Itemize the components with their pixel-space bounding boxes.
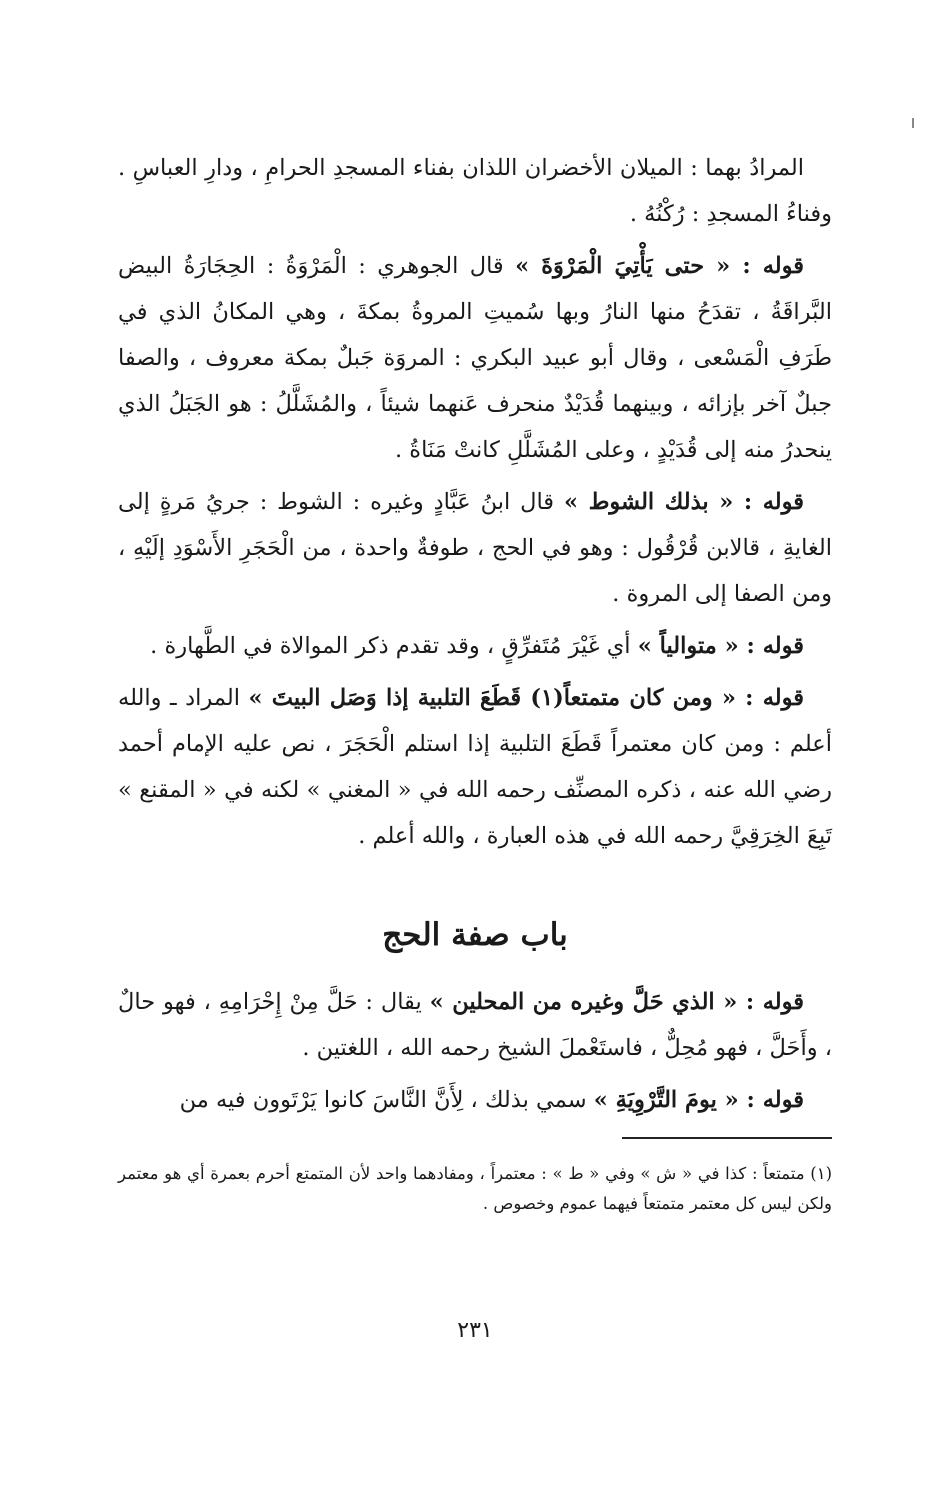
paragraph-2-text: قال الجوهري : الْمَرْوَةُ : الحِجَارَةُ البيض البَّراقَةُ ، تقدَحُ منها النارُ وبها سُميتِ المروةُ بمكةَ ، وهي المكانُ الذي في طَرَفِ الْمَسْعى ، وقال أبو عبيد البكري : المروَة جَبلٌ بمكة معروف ، والصفا جبلٌ آخر بإزائه ، وبينهما قُدَيْدٌ منحرف عَنهما شيئاً ، والمُشَلَّلُ : هو الجَبَلُ الذي ينحدرُ منه إلى قُدَيْدٍ ، وعلى المُشَلَّلِ كانتْ مَنَاةُ . [118, 253, 832, 463]
paragraph-4-lead: قوله : « متوالياً » [637, 633, 804, 659]
chapter-paragraph-2 [118, 1077, 832, 1123]
paragraph-3 [118, 479, 832, 617]
paragraph-5-lead: قوله : « ومن كان متمتعاً(١) قَطَعَ التلبية إذا وَصَل البيتَ » [248, 685, 804, 711]
paragraph-2-lead: قوله : « حتى يَأْتِيَ الْمَرْوَةَ » [515, 253, 804, 279]
chapter-title: باب صفة الحج [382, 917, 568, 953]
paragraph-4 [118, 623, 832, 669]
page-number: ٢٣١ [457, 1318, 493, 1343]
margin-mark [912, 118, 914, 128]
paragraph-2 [118, 243, 832, 473]
footnote-separator [622, 1137, 832, 1139]
paragraph-3-text: قال ابنُ عَبَّادٍ وغيره : الشوط : جريُ مَرةٍ إلى الغايةِ ، قالابن قُرْقُول : وهو في الحج ، طوفةٌ واحدة ، من الْحَجَرِ الأَسْوَدِ إلَيْهِ ، ومن الصفا إلى المروة . [118, 489, 832, 607]
chapter-paragraph-1-text: يقال : حَلَّ مِنْ إِحْرَامِهِ ، فهو حالٌ ، وأَحَلَّ ، فهو مُحِلٌّ ، فاستَعْملَ الشيخ رحمه الله ، اللغتين . [118, 989, 832, 1061]
paragraph-3-lead: قوله : « بذلك الشوط » [563, 489, 804, 515]
paragraph-4-text: أي غَيْرَ مُتَفرِّقٍ ، وقد تقدم ذكر الموالاة في الطَّهارة . [150, 633, 638, 659]
footnote: (١) متمتعاً : كذا في « ش » وفي « ط » : معتمراً ، ومفادهما واحد لأن المتمتع أحرم بعمرة أي هو معتمر ولكن ليس كل معتمر متمتعاً فيهما عموم وخصوص . [118, 1164, 832, 1213]
paragraph-1-text: المرادُ بهما : الميلان الأخضران اللذان بفناء المسجدِ الحرامِ ، ودارِ العباسِ . وفناءُ المسجدِ : رُكْنُهُ . [118, 155, 832, 227]
chapter-paragraph-2-text: سمي بذلك ، لِأَنَّ النَّاسَ كانوا يَرْتَوون فيه من [179, 1087, 594, 1113]
chapter-paragraph-1-lead: قوله : « الذي حَلَّ وغيره من المحلين » [429, 989, 804, 1015]
paragraph-5-text: المراد ـ والله أعلم : ومن كان معتمراً قَطَعَ التلبية إذا استلم الْحَجَرَ ، نص عليه الإمام أحمد رضي الله عنه ، ذكره المصنِّف رحمه الله في « المغني » لكنه في « المقنع » تَبِعَ الخِرَقِيَّ رحمه الله في هذه العبارة ، والله أعلم . [118, 685, 832, 849]
paragraph-5 [118, 675, 832, 859]
page-body [118, 145, 832, 1490]
chapter-paragraph-1 [118, 979, 832, 1071]
paragraph-1 [118, 145, 832, 237]
chapter-paragraph-2-lead: قوله : « يومَ التَّرْوِيَةِ » [593, 1087, 804, 1113]
